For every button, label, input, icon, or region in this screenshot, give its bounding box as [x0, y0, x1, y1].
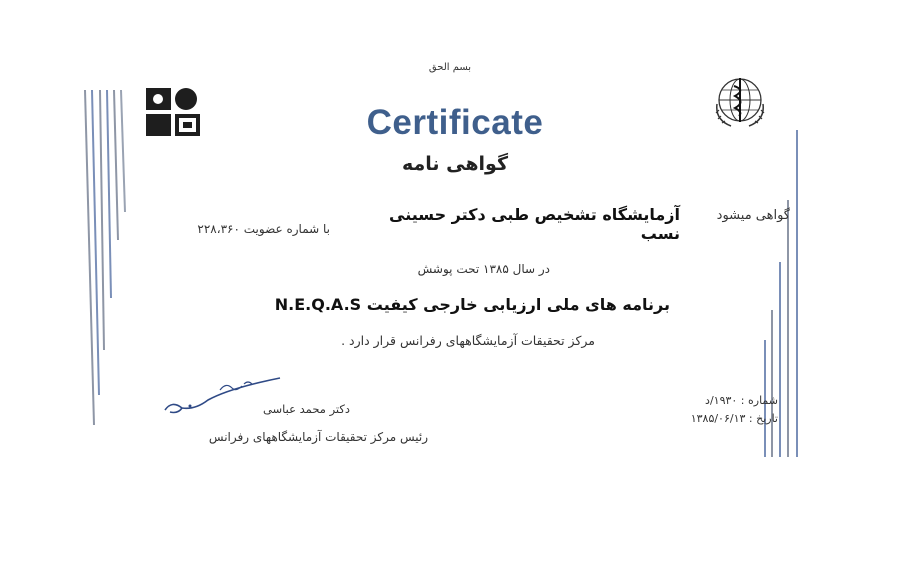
left-line-group [85, 90, 125, 425]
lab-name: آزمایشگاه تشخیص طبی دکتر حسینی نسب [389, 205, 680, 243]
right-line-group [765, 130, 797, 457]
left-line-1 [85, 90, 94, 425]
certifies-text: گواهی میشود [716, 208, 790, 223]
reference-date: تاریخ : ۱۳۸۵/۰۶/۱۳ [690, 412, 778, 425]
left-line-4 [107, 90, 111, 298]
left-line-5 [114, 90, 118, 240]
program-name: برنامه های ملی ارزیابی خارجی کیفیت N.E.Q.A.S [274, 295, 670, 314]
left-line-3 [100, 90, 104, 350]
basmala-heading: بسم الحق [428, 62, 472, 73]
who-emblem-icon [713, 74, 767, 130]
certificate-title-fa: گواهی نامه [401, 153, 509, 175]
certificate-title: Certificate [366, 103, 544, 142]
left-line-6 [121, 90, 125, 212]
left-line-2 [92, 90, 99, 395]
signer-title: رئیس مرکز تحقیقات آزمایشگاههای رفرانس [208, 430, 428, 444]
square-circle-logo-icon [146, 88, 200, 136]
signer-name: دکتر محمد عباسی [262, 402, 350, 416]
reference-number: شماره : ۱۹۳۰/د [705, 394, 778, 407]
year-coverage-text: در سال ۱۳۸۵ تحت پوشش [417, 262, 550, 276]
center-text: مرکز تحقیقات آزمایشگاههای رفرانس قرار دارد . [341, 333, 595, 348]
membership-number: با شماره عضویت ۲۲۸،۳۶۰ [197, 222, 330, 236]
